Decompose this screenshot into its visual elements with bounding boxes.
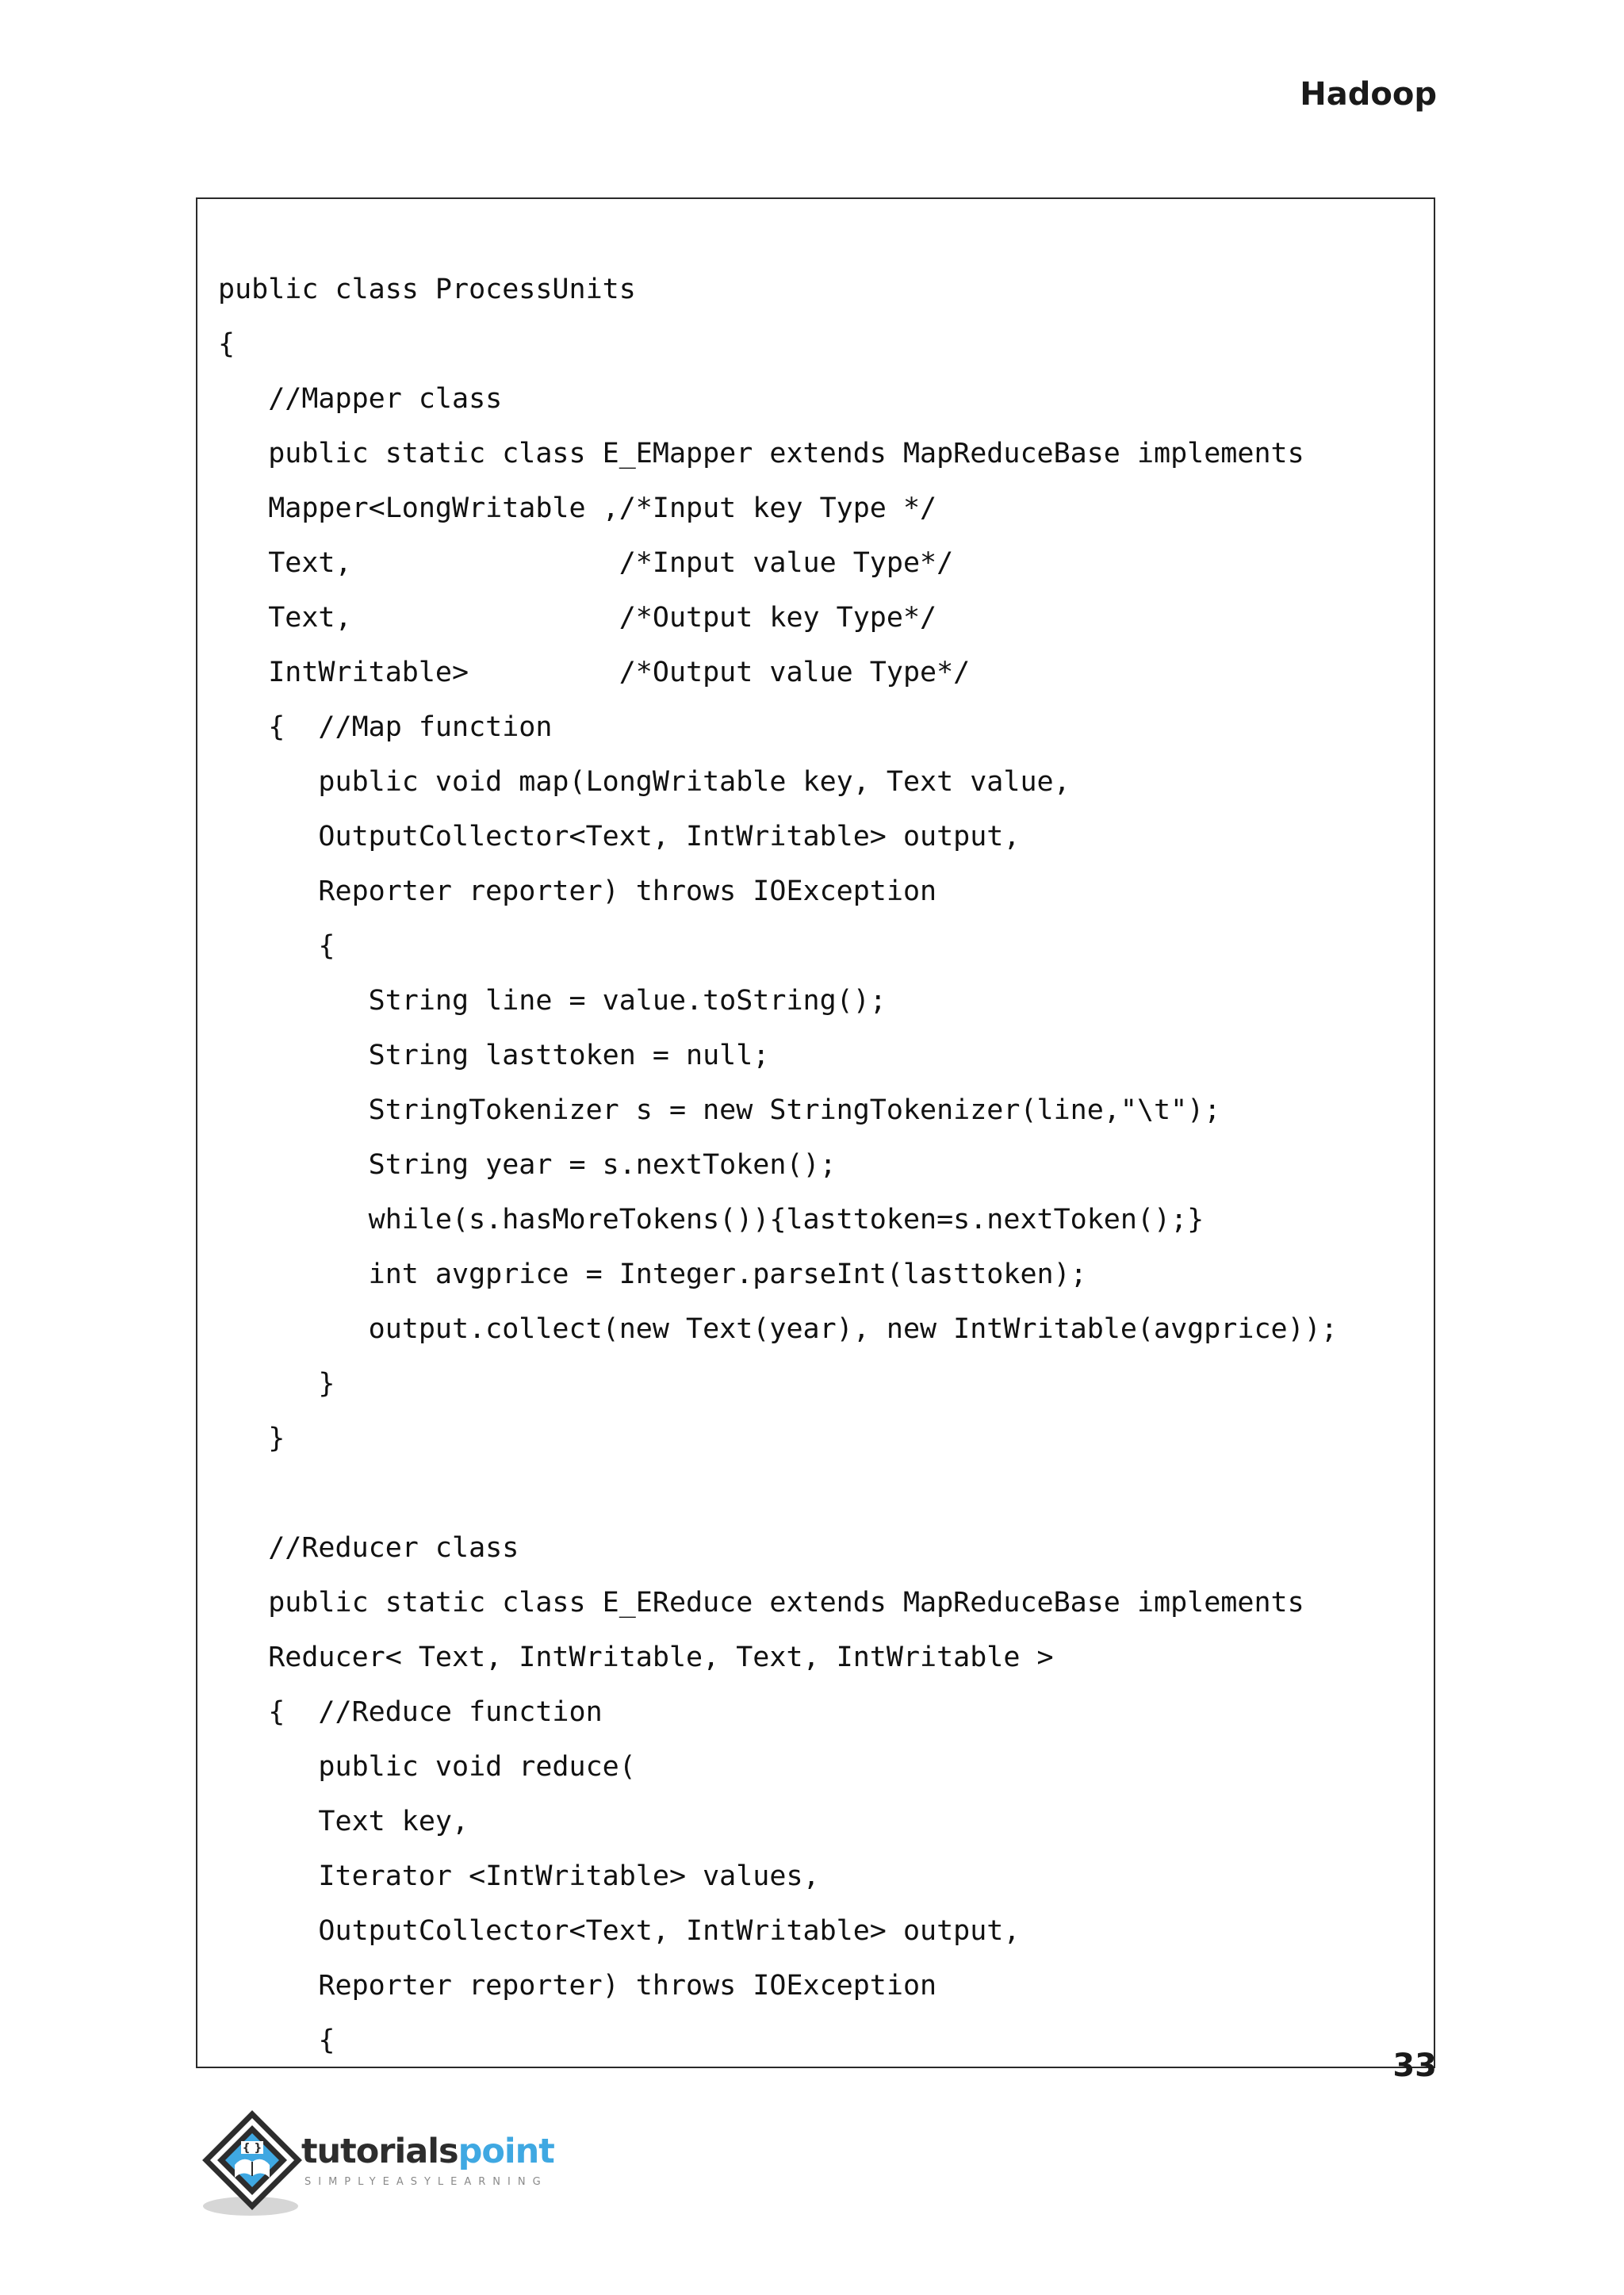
page-number: 33 — [1392, 2048, 1437, 2084]
code-listing-box — [196, 197, 1435, 2068]
tutorialspoint-logo — [197, 2109, 569, 2220]
logo-word-point: point — [458, 2132, 554, 2171]
code-line: { //Map function — [218, 711, 553, 743]
code-line: //Reducer class — [218, 1532, 519, 1564]
code-line: Text, /*Output key Type*/ — [218, 602, 937, 634]
code-line: Mapper<LongWritable ,/*Input key Type */ — [218, 492, 937, 524]
code-line: String lasttoken = null; — [218, 1040, 770, 1071]
code-line: Text, /*Input value Type*/ — [218, 547, 954, 579]
code-line: int avgprice = Integer.parseInt(lasttoken); — [218, 1259, 1087, 1290]
code-line: String year = s.nextToken(); — [218, 1149, 837, 1181]
code-line: String line = value.toString(); — [218, 985, 887, 1017]
code-line: StringTokenizer s = new StringTokenizer(line,"\t"); — [218, 1094, 1221, 1126]
code-line: public void map(LongWritable key, Text value, — [218, 766, 1071, 798]
code-line: Reporter reporter) throws IOException — [218, 875, 937, 907]
code-line: Text key, — [218, 1806, 469, 1837]
code-line: Iterator <IntWritable> values, — [218, 1860, 820, 1892]
code-line: } — [218, 1368, 335, 1400]
code-line: while(s.hasMoreTokens()){lasttoken=s.nextToken();} — [218, 1204, 1205, 1236]
code-line: public static class E_EMapper extends MapReduceBase implements — [218, 438, 1304, 469]
code-line: { — [218, 328, 236, 360]
code-line: OutputCollector<Text, IntWritable> output, — [218, 1915, 1021, 1947]
code-line: //Mapper class — [218, 383, 503, 415]
logo-wordmark — [301, 2132, 554, 2171]
code-line: public void reduce( — [218, 1751, 636, 1783]
code-line: Reporter reporter) throws IOException — [218, 1970, 937, 2002]
tutorialspoint-emblem-icon — [197, 2109, 308, 2220]
running-header-title: Hadoop — [1300, 76, 1437, 113]
code-line: public class ProcessUnits — [218, 274, 636, 305]
logo-word-tutorials: tutorials — [301, 2132, 458, 2171]
logo-tagline: SIMPLYEASYLEARNING — [304, 2176, 548, 2188]
svg-text:{ }: { } — [242, 2142, 262, 2155]
code-line: OutputCollector<Text, IntWritable> output, — [218, 821, 1021, 852]
code-line: Reducer< Text, IntWritable, Text, IntWritable > — [218, 1642, 1054, 1673]
code-line: IntWritable> /*Output value Type*/ — [218, 657, 971, 688]
code-line: public static class E_EReduce extends MapReduceBase implements — [218, 1587, 1304, 1619]
code-line: { — [218, 930, 335, 962]
code-line: { — [218, 2025, 335, 2056]
code-line: } — [218, 1423, 285, 1454]
code-line: output.collect(new Text(year), new IntWritable(avgprice)); — [218, 1313, 1338, 1345]
code-line: { //Reduce function — [218, 1696, 603, 1728]
